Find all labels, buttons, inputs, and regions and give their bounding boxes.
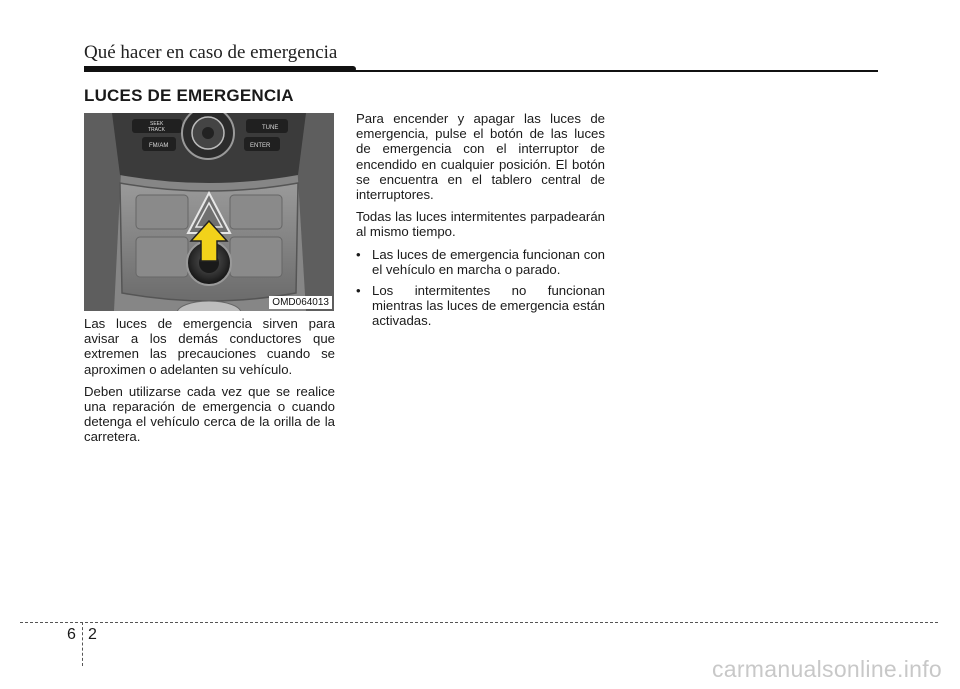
hazard-switch-illustration xyxy=(84,113,334,311)
paragraph: Todas las luces intermitentes parpadearán al mismo tiempo. xyxy=(356,209,605,240)
list-item-text: Las luces de emergencia funcionan con el vehículo en marcha o parado. xyxy=(372,246,605,277)
bullet-icon: • xyxy=(356,283,361,299)
right-column xyxy=(356,111,605,335)
list-item xyxy=(356,247,605,277)
dashboard-console-drawing xyxy=(84,113,334,311)
footer-divider xyxy=(82,622,83,666)
page-header-title: Qué hacer en caso de emergencia xyxy=(84,42,338,63)
track-label: TRACK xyxy=(148,127,165,133)
list-item-text: Los intermitentes no funcionan mientras las luces de emergencia están activadas. xyxy=(372,283,605,329)
header-rule-thin xyxy=(350,70,878,72)
bullet-icon: • xyxy=(356,246,361,262)
paragraph: Las luces de emergencia sirven para avisar a los demás conductores que extremen las precauciones cuando se aproximen o adelanten su vehículo. xyxy=(84,316,335,377)
watermark: carmanualsonline.info xyxy=(711,656,942,682)
figure-code: OMD064013 xyxy=(269,296,332,309)
section-title: LUCES DE EMERGENCIA xyxy=(84,86,294,105)
tune-label: TUNE xyxy=(262,125,279,131)
list-item xyxy=(356,283,605,329)
left-column xyxy=(84,316,335,452)
seek-label: SEEK xyxy=(150,121,164,127)
footer-rule xyxy=(20,622,938,623)
radio-label: FM/AM xyxy=(149,143,169,149)
chapter-number: 6 xyxy=(67,626,76,643)
page-number: 2 xyxy=(88,626,97,643)
header-rule-thick xyxy=(84,66,356,72)
paragraph: Para encender y apagar las luces de emergencia, pulse el botón de las luces de emergencia con el interruptor de encendido en cualquier posición. El botón se encuentra en el tablero central de interruptores. xyxy=(356,111,605,203)
enter-label: ENTER xyxy=(250,143,271,149)
paragraph: Deben utilizarse cada vez que se realice una reparación de emergencia o cuando detenga el vehículo cerca de la orilla de la carretera. xyxy=(84,383,335,445)
bullet-list xyxy=(356,247,605,329)
